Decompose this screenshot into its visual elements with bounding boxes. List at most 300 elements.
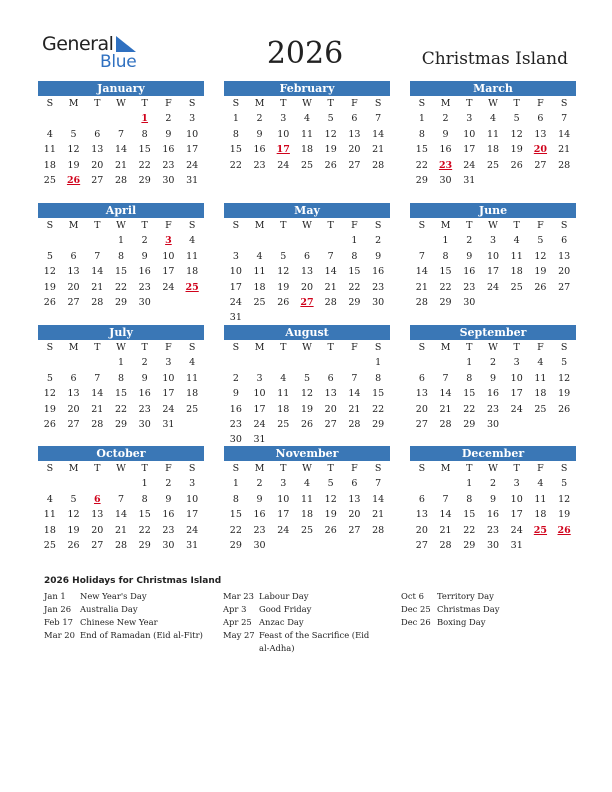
day-cell: 4 bbox=[46, 493, 53, 505]
day-cell: 13 bbox=[534, 128, 547, 140]
day-cell: 31 bbox=[253, 434, 266, 446]
day-cell: 19 bbox=[300, 403, 314, 415]
day-cell: 5 bbox=[46, 250, 53, 262]
day-cell: 11 bbox=[43, 509, 56, 521]
month-title: April bbox=[38, 203, 204, 218]
day-cell: 3 bbox=[256, 372, 263, 384]
day-cell: 21 bbox=[372, 509, 385, 521]
day-cell: 17 bbox=[162, 388, 175, 400]
weekday-header: W bbox=[488, 463, 498, 474]
month-april bbox=[38, 203, 204, 310]
day-cell: 23 bbox=[463, 281, 476, 293]
month-title: March bbox=[410, 81, 576, 96]
day-cell: 12 bbox=[43, 388, 56, 400]
holiday-name: New Year's Day bbox=[80, 591, 147, 601]
day-cell: 5 bbox=[513, 113, 520, 125]
day-cell: 23 bbox=[253, 159, 266, 171]
weekday-header: F bbox=[165, 463, 172, 474]
day-cell: 11 bbox=[43, 144, 56, 156]
weekday-header: S bbox=[46, 220, 54, 231]
empty-cell bbox=[434, 355, 458, 370]
day-cell: 6 bbox=[351, 113, 358, 125]
weekday-header: S bbox=[560, 98, 568, 109]
day-cell: 9 bbox=[466, 250, 473, 262]
day-cell: 2 bbox=[489, 357, 497, 369]
holiday-date: Apr 3 bbox=[223, 604, 247, 614]
day-cell: 6 bbox=[418, 493, 425, 505]
weekday-header: T bbox=[327, 220, 334, 231]
empty-cell bbox=[38, 111, 62, 126]
day-cell: 24 bbox=[463, 159, 476, 171]
day-cell: 13 bbox=[300, 266, 314, 278]
day-cell: 2 bbox=[141, 235, 148, 247]
day-cell: 28 bbox=[91, 296, 104, 308]
holiday-column bbox=[44, 590, 214, 642]
day-cell: 26 bbox=[324, 524, 337, 536]
day-cell: 29 bbox=[463, 539, 476, 551]
holiday-name: Labour Day bbox=[259, 591, 309, 601]
day-cell: 9 bbox=[442, 128, 449, 140]
day-cell: 15 bbox=[138, 144, 151, 156]
day-cell: 3 bbox=[466, 113, 473, 125]
weekday-header: F bbox=[165, 220, 172, 231]
day-cell: 23 bbox=[138, 281, 151, 293]
empty-cell bbox=[410, 476, 434, 491]
day-cell: 14 bbox=[348, 388, 361, 400]
day-cell: 26 bbox=[534, 281, 547, 293]
day-cell: 7 bbox=[442, 493, 449, 505]
day-cell: 13 bbox=[348, 493, 361, 505]
day-cell: 11 bbox=[300, 493, 314, 505]
day-cell: 7 bbox=[418, 250, 425, 262]
empty-cell bbox=[434, 476, 458, 491]
weekday-header: T bbox=[94, 220, 101, 231]
day-cell: 16 bbox=[463, 266, 476, 278]
day-cell: 18 bbox=[253, 281, 266, 293]
day-cell: 21 bbox=[439, 524, 452, 536]
day-cell: 7 bbox=[351, 372, 358, 384]
holiday-entry bbox=[44, 590, 214, 603]
day-cell: 5 bbox=[561, 478, 568, 490]
day-cell: 26 bbox=[510, 159, 523, 171]
empty-cell bbox=[410, 355, 434, 370]
month-title: January bbox=[38, 81, 204, 96]
day-cell: 1 bbox=[117, 357, 125, 369]
day-cell: 8 bbox=[442, 250, 449, 262]
day-cell: 8 bbox=[141, 128, 148, 140]
day-cell: 24 bbox=[229, 296, 242, 308]
day-cell: 14 bbox=[372, 493, 385, 505]
empty-cell bbox=[62, 355, 86, 370]
day-cell: 25 bbox=[300, 524, 314, 536]
day-cell: 31 bbox=[510, 539, 523, 551]
day-cell: 27 bbox=[324, 418, 337, 430]
holiday-date: Dec 26 bbox=[401, 617, 431, 627]
empty-cell bbox=[224, 233, 248, 248]
day-cell: 25 bbox=[486, 159, 500, 171]
day-cell: 16 bbox=[439, 144, 452, 156]
day-cell: 16 bbox=[372, 266, 385, 278]
weekday-header: W bbox=[488, 98, 498, 109]
day-cell: 28 bbox=[324, 296, 337, 308]
day-cell: 19 bbox=[43, 403, 56, 415]
empty-cell bbox=[85, 476, 109, 491]
weekday-header: S bbox=[232, 98, 240, 109]
day-cell: 30 bbox=[253, 539, 266, 551]
holiday-date: Dec 25 bbox=[401, 604, 431, 614]
weekday-header: F bbox=[351, 98, 358, 109]
weekday-header: T bbox=[513, 220, 520, 231]
weekday-header: F bbox=[537, 342, 544, 353]
day-cell: 1 bbox=[418, 113, 425, 125]
day-cell: 3 bbox=[489, 235, 497, 247]
day-cell: 16 bbox=[229, 403, 242, 415]
empty-cell bbox=[295, 233, 319, 248]
day-cell: 28 bbox=[91, 418, 104, 430]
day-cell: 17 bbox=[186, 509, 199, 521]
day-cell: 9 bbox=[375, 250, 382, 262]
month-title: October bbox=[38, 446, 204, 461]
day-cell: 8 bbox=[466, 372, 473, 384]
day-grid bbox=[410, 461, 576, 553]
day-cell: 10 bbox=[486, 250, 500, 262]
holiday-entry bbox=[223, 629, 373, 655]
country-name: Christmas Island bbox=[421, 49, 568, 69]
day-cell: 9 bbox=[141, 372, 148, 384]
day-cell: 16 bbox=[486, 388, 500, 400]
weekday-header: S bbox=[46, 98, 54, 109]
month-february bbox=[224, 81, 390, 173]
weekday-header: W bbox=[488, 342, 498, 353]
day-cell: 12 bbox=[558, 493, 571, 505]
day-cell: 13 bbox=[324, 388, 337, 400]
day-cell: 23 bbox=[229, 418, 242, 430]
weekday-header: M bbox=[68, 220, 79, 231]
day-cell: 22 bbox=[463, 403, 476, 415]
holiday-entry bbox=[223, 603, 373, 616]
day-cell: 16 bbox=[253, 144, 266, 156]
day-cell: 14 bbox=[372, 128, 385, 140]
day-cell: 14 bbox=[439, 509, 452, 521]
day-cell: 23 bbox=[486, 403, 500, 415]
month-title: December bbox=[410, 446, 576, 461]
weekday-header: T bbox=[327, 98, 334, 109]
day-cell: 13 bbox=[558, 250, 571, 262]
month-title: September bbox=[410, 325, 576, 340]
day-cell: 21 bbox=[372, 144, 385, 156]
day-cell: 10 bbox=[186, 128, 199, 140]
empty-cell bbox=[62, 476, 86, 491]
weekday-header: S bbox=[46, 342, 54, 353]
day-cell: 26 bbox=[558, 403, 571, 415]
day-cell: 5 bbox=[561, 357, 568, 369]
holiday-entry bbox=[223, 616, 373, 629]
weekday-header: T bbox=[280, 463, 287, 474]
day-cell: 28 bbox=[114, 539, 128, 551]
month-title: August bbox=[224, 325, 390, 340]
day-cell: 15 bbox=[463, 388, 476, 400]
holiday-name: Feast of the Sacrifice (Eid al-Adha) bbox=[259, 630, 370, 653]
holiday-date: May 27 bbox=[223, 630, 255, 640]
day-cell: 11 bbox=[534, 493, 547, 505]
day-cell: 4 bbox=[256, 250, 263, 262]
day-cell: 14 bbox=[415, 266, 428, 278]
weekday-header: W bbox=[116, 98, 126, 109]
day-cell: 18 bbox=[277, 403, 290, 415]
day-cell: 8 bbox=[117, 250, 125, 262]
day-cell: 15 bbox=[372, 388, 385, 400]
day-cell: 10 bbox=[162, 250, 175, 262]
day-cell: 21 bbox=[114, 159, 128, 171]
day-cell: 13 bbox=[415, 509, 428, 521]
day-cell: 24 bbox=[277, 524, 290, 536]
day-cell: 2 bbox=[165, 478, 172, 490]
empty-cell bbox=[38, 476, 62, 491]
month-december bbox=[410, 446, 576, 553]
weekday-header: W bbox=[302, 98, 312, 109]
day-cell: 17 bbox=[510, 509, 523, 521]
day-cell: 8 bbox=[232, 493, 239, 505]
day-cell: 28 bbox=[439, 418, 452, 430]
empty-cell bbox=[248, 355, 272, 370]
day-cell: 21 bbox=[91, 281, 104, 293]
day-cell: 25 bbox=[253, 296, 266, 308]
day-cell: 7 bbox=[375, 113, 382, 125]
day-cell: 21 bbox=[114, 524, 128, 536]
day-cell: 13 bbox=[91, 144, 104, 156]
day-cell: 15 bbox=[229, 144, 242, 156]
day-cell: 14 bbox=[558, 128, 571, 140]
weekday-header: T bbox=[141, 463, 148, 474]
day-cell: 21 bbox=[91, 403, 104, 415]
day-cell: 26 bbox=[43, 418, 56, 430]
day-cell: 28 bbox=[372, 524, 385, 536]
day-cell: 23 bbox=[253, 524, 266, 536]
day-cell: 7 bbox=[94, 250, 101, 262]
weekday-header: S bbox=[418, 220, 426, 231]
day-cell: 13 bbox=[67, 266, 80, 278]
weekday-header: S bbox=[188, 220, 196, 231]
day-cell: 3 bbox=[513, 357, 520, 369]
month-january bbox=[38, 81, 204, 188]
holiday-entry bbox=[401, 590, 571, 603]
day-cell: 9 bbox=[489, 493, 497, 505]
weekday-header: S bbox=[560, 463, 568, 474]
day-cell: 25 bbox=[43, 174, 56, 186]
day-cell: 24 bbox=[186, 159, 199, 171]
day-cell: 30 bbox=[162, 539, 175, 551]
holiday-entry bbox=[44, 616, 214, 629]
weekday-header: S bbox=[188, 463, 196, 474]
holiday-day: 3 bbox=[165, 235, 172, 247]
day-cell: 20 bbox=[415, 403, 428, 415]
day-cell: 4 bbox=[513, 235, 520, 247]
brand-logo bbox=[42, 32, 142, 72]
day-cell: 24 bbox=[486, 281, 500, 293]
day-cell: 15 bbox=[415, 144, 428, 156]
day-cell: 7 bbox=[117, 493, 125, 505]
day-cell: 2 bbox=[165, 113, 172, 125]
day-grid bbox=[410, 340, 576, 432]
day-cell: 12 bbox=[67, 144, 80, 156]
empty-cell bbox=[224, 355, 248, 370]
holiday-date: Mar 23 bbox=[223, 591, 254, 601]
day-cell: 26 bbox=[324, 159, 337, 171]
day-cell: 29 bbox=[348, 296, 361, 308]
weekday-header: F bbox=[537, 98, 544, 109]
empty-cell bbox=[62, 233, 86, 248]
day-cell: 15 bbox=[229, 509, 242, 521]
day-cell: 29 bbox=[229, 539, 242, 551]
day-cell: 18 bbox=[510, 266, 523, 278]
day-cell: 29 bbox=[463, 418, 476, 430]
day-cell: 24 bbox=[510, 403, 523, 415]
day-cell: 12 bbox=[324, 493, 337, 505]
day-cell: 17 bbox=[229, 281, 242, 293]
day-cell: 29 bbox=[372, 418, 385, 430]
day-cell: 10 bbox=[510, 493, 523, 505]
weekday-header: T bbox=[327, 342, 334, 353]
day-cell: 28 bbox=[415, 296, 428, 308]
day-cell: 5 bbox=[327, 113, 334, 125]
weekday-header: T bbox=[513, 342, 520, 353]
weekday-header: W bbox=[302, 342, 312, 353]
day-cell: 10 bbox=[463, 128, 476, 140]
day-cell: 31 bbox=[186, 174, 199, 186]
day-grid bbox=[38, 96, 204, 188]
holiday-name: Territory Day bbox=[437, 591, 494, 601]
day-cell: 17 bbox=[162, 266, 175, 278]
day-cell: 9 bbox=[165, 493, 172, 505]
day-cell: 5 bbox=[70, 128, 77, 140]
day-cell: 11 bbox=[186, 372, 199, 384]
weekday-header: T bbox=[280, 342, 287, 353]
day-grid bbox=[410, 218, 576, 310]
day-cell: 19 bbox=[324, 509, 337, 521]
weekday-header: F bbox=[351, 342, 358, 353]
day-cell: 29 bbox=[114, 418, 128, 430]
day-cell: 22 bbox=[415, 159, 428, 171]
logo-text-blue: Blue bbox=[100, 52, 137, 72]
day-cell: 1 bbox=[375, 357, 382, 369]
day-cell: 29 bbox=[415, 174, 428, 186]
month-title: November bbox=[224, 446, 390, 461]
day-cell: 2 bbox=[489, 478, 497, 490]
month-june bbox=[410, 203, 576, 310]
day-cell: 29 bbox=[439, 296, 452, 308]
day-cell: 28 bbox=[372, 159, 385, 171]
day-cell: 18 bbox=[486, 144, 500, 156]
logo-flag-icon bbox=[114, 36, 136, 54]
day-cell: 12 bbox=[510, 128, 523, 140]
day-cell: 23 bbox=[372, 281, 385, 293]
day-cell: 4 bbox=[46, 128, 53, 140]
day-grid bbox=[38, 461, 204, 553]
day-cell: 20 bbox=[91, 159, 104, 171]
day-cell: 3 bbox=[513, 478, 520, 490]
day-cell: 27 bbox=[91, 539, 104, 551]
day-cell: 6 bbox=[327, 372, 334, 384]
holiday-name: Boxing Day bbox=[437, 617, 486, 627]
day-cell: 8 bbox=[351, 250, 358, 262]
day-cell: 8 bbox=[141, 493, 148, 505]
weekday-header: T bbox=[513, 98, 520, 109]
empty-cell bbox=[271, 233, 295, 248]
weekday-header: M bbox=[440, 220, 451, 231]
day-cell: 7 bbox=[117, 128, 125, 140]
month-title: May bbox=[224, 203, 390, 218]
day-cell: 11 bbox=[300, 128, 314, 140]
day-cell: 15 bbox=[114, 388, 128, 400]
month-september bbox=[410, 325, 576, 432]
day-cell: 27 bbox=[67, 296, 80, 308]
weekday-header: M bbox=[254, 342, 265, 353]
holiday-column bbox=[401, 590, 571, 629]
weekday-header: M bbox=[254, 98, 265, 109]
day-cell: 2 bbox=[375, 235, 382, 247]
day-cell: 25 bbox=[300, 159, 314, 171]
month-july bbox=[38, 325, 204, 432]
day-cell: 1 bbox=[232, 478, 239, 490]
holiday-entry bbox=[44, 629, 214, 642]
day-cell: 4 bbox=[303, 478, 311, 490]
holiday-day: 20 bbox=[533, 144, 548, 156]
day-cell: 25 bbox=[534, 403, 547, 415]
weekday-header: T bbox=[280, 98, 287, 109]
day-cell: 9 bbox=[232, 388, 239, 400]
weekday-header: T bbox=[466, 342, 473, 353]
weekday-header: M bbox=[68, 463, 79, 474]
day-cell: 14 bbox=[114, 144, 128, 156]
weekday-header: S bbox=[188, 98, 196, 109]
holiday-name: Australia Day bbox=[80, 604, 138, 614]
day-cell: 10 bbox=[229, 266, 242, 278]
day-cell: 1 bbox=[351, 235, 358, 247]
weekday-header: W bbox=[116, 220, 126, 231]
day-cell: 13 bbox=[415, 388, 428, 400]
day-cell: 5 bbox=[537, 235, 544, 247]
holidays-title: 2026 Holidays for Christmas Island bbox=[44, 576, 222, 586]
month-title: June bbox=[410, 203, 576, 218]
day-cell: 15 bbox=[463, 509, 476, 521]
day-cell: 15 bbox=[114, 266, 128, 278]
day-cell: 5 bbox=[303, 372, 311, 384]
day-cell: 5 bbox=[327, 478, 334, 490]
holiday-date: Jan 1 bbox=[44, 591, 66, 601]
weekday-header: S bbox=[418, 342, 426, 353]
day-cell: 2 bbox=[256, 478, 263, 490]
holiday-column bbox=[223, 590, 373, 655]
day-cell: 19 bbox=[43, 281, 56, 293]
day-cell: 24 bbox=[186, 524, 199, 536]
day-cell: 3 bbox=[189, 478, 196, 490]
day-cell: 14 bbox=[91, 266, 104, 278]
weekday-header: T bbox=[94, 98, 101, 109]
weekday-header: S bbox=[560, 220, 568, 231]
day-cell: 27 bbox=[67, 418, 80, 430]
holiday-entry bbox=[401, 616, 571, 629]
day-cell: 22 bbox=[348, 281, 361, 293]
empty-cell bbox=[38, 355, 62, 370]
day-cell: 20 bbox=[91, 524, 104, 536]
weekday-header: M bbox=[254, 220, 265, 231]
weekday-header: W bbox=[302, 220, 312, 231]
day-cell: 9 bbox=[256, 128, 263, 140]
day-cell: 25 bbox=[277, 418, 290, 430]
day-cell: 24 bbox=[162, 403, 175, 415]
day-cell: 22 bbox=[138, 524, 151, 536]
day-cell: 30 bbox=[463, 296, 476, 308]
